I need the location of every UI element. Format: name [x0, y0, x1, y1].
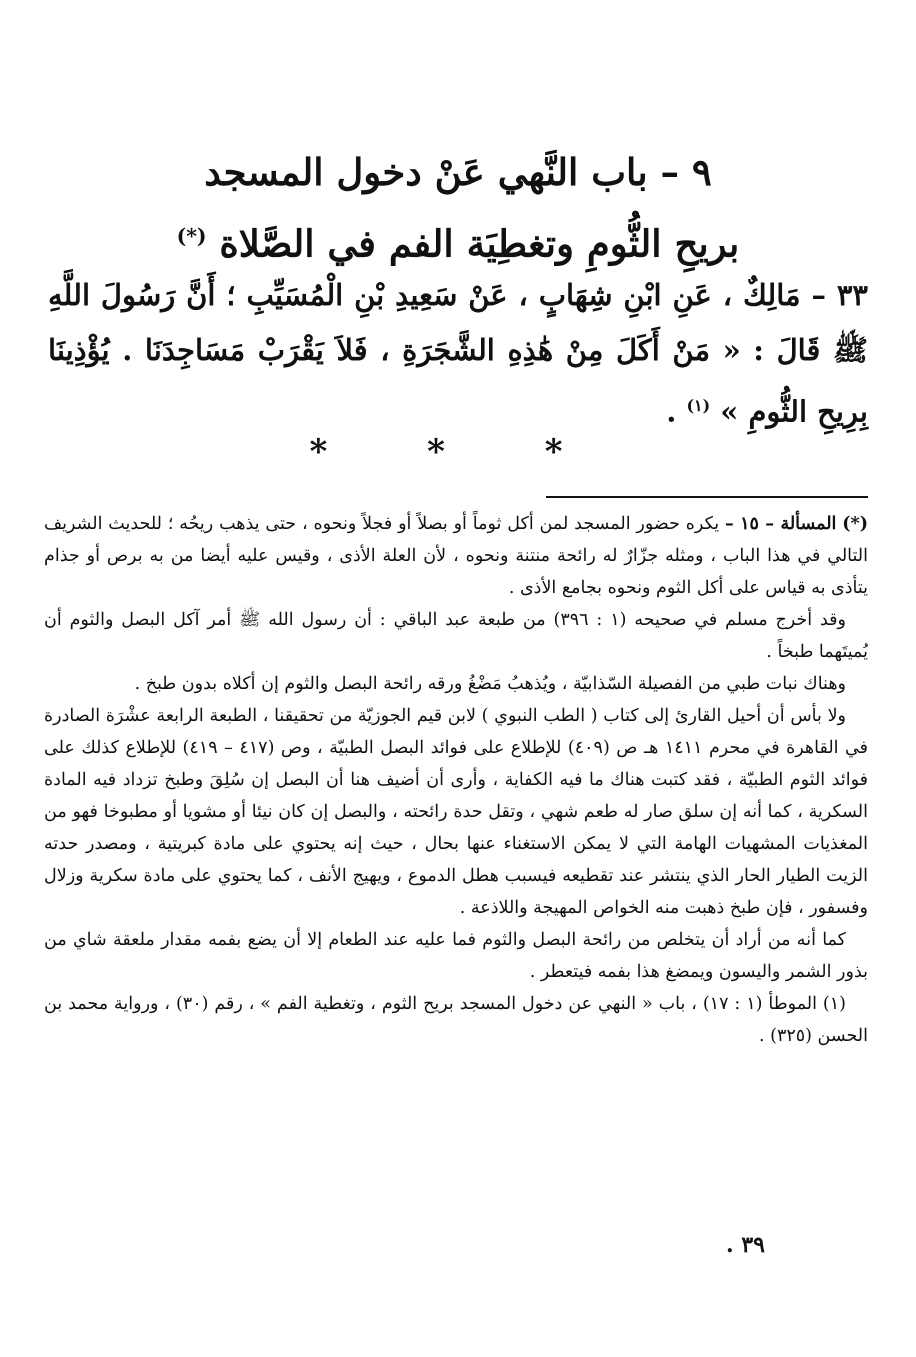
footnotes	[44, 508, 868, 1052]
chapter-title-line-2-text: بريحِ الثُّومِ وتغطِيَة الفم في الصَّلاة	[219, 221, 740, 266]
chapter-title-marker: (*)	[176, 224, 207, 248]
hadith-body: ٣٣ – مَالِكٌ ، عَنِ ابْنِ شِهَابٍ ، عَنْ سَعِيدِ بْنِ الْمُسَيِّبِ ؛ أَنَّ رَسُولَ اللَّهِ ﷺ قَالَ : « مَنْ أَكَلَ مِنْ هَٰذِهِ الشَّجَرَةِ ، فَلاَ يَقْرَبْ مَسَاجِدَنَا . يُؤْذِينَا بِرِيحِ الثُّومِ »	[48, 278, 868, 429]
note-issue-marker: (*)	[842, 514, 868, 534]
page-number: ٣٩ .	[726, 1232, 765, 1258]
note-paragraph-3: وهناك نبات طبي من الفصيلة السّذابيّة ، ويُذهبُ مَضْغُ ورقه رائحة البصل والثوم إن أكلاه بدون طبخ .	[134, 674, 846, 694]
footnote-1: (١) الموطأ (١ : ١٧) ، باب « النهي عن دخول المسجد بريح الثوم ، وتغطية الفم » ، رقم (٣٠) ، ورواية محمد بن الحسن (٣٢٥) .	[44, 994, 868, 1046]
hadith-footnote-ref: (١)	[686, 396, 711, 415]
hadith-end: .	[666, 394, 677, 429]
note-issue-label: المسألة – ١٥ –	[724, 514, 837, 534]
section-separator: * * *	[309, 432, 607, 472]
note-paragraph-2: وقد أخرج مسلم في صحيحه (١ : ٣٩٦) من طبعة عبد الباقي : أن رسول الله ﷺ أمر آكل البصل والثوم أن يُميتَهما طبخاً .	[44, 610, 868, 662]
chapter-title-line-1: ٩ – باب النَّهي عَنْ دخول المسجد	[204, 150, 712, 194]
chapter-title-line-2	[60, 204, 856, 275]
note-paragraph-4: ولا بأس أن أحيل القارئ إلى كتاب ( الطب النبوي ) لابن قيم الجوزيّة من تحقيقنا ، الطبعة الرابعة عشْرَة الصادرة في القاهرة في محرم ١٤١١ هـ ص (٤٠٩) للإطلاع على فوائد البصل الطبيّة ، وص (٤١٧ – ٤١٩) للإطلاع كذلك على فوائد الثوم الطبيّة ، فقد كتبت هناك ما فيه الكفاية ، وأرى أن أضيف هنا أن البصل إن سُلِقَ وطبخ تزداد فيه المادة السكرية ، كما أنه إن سلق صار له طعم شهي ، وتقل حدة رائحته ، والبصل إن كان نيئا أو مشويا أو مطبوخا فهو من المغذيات المشهيات الهامة التي لا يمكن الاستغناء عنها بحال ، حيث إنه يحتوي على مادة كبريتية ، ومصدر حدته الزيت الطيار الحار الذي ينتشر عند تقطيعه فيسبب هطل الدموع ، ويهيج الأنف ، كما يحتوي على مادة سكرية وزلال وفسفور ، فإن طبخ ذهبت منه الخواص المهيجة واللاذعة .	[44, 706, 868, 918]
note-paragraph-5: كما أنه من أراد أن يتخلص من رائحة البصل والثوم فما عليه عند الطعام إلا أن يضع بفمه مقدار ملعقة شاي من بذور الشمر واليسون ويمضغ هذا بفمه فيتعطر .	[44, 930, 868, 982]
note-issue-15	[44, 508, 868, 604]
chapter-title	[60, 140, 856, 275]
footnote-divider	[546, 496, 868, 498]
hadith-text	[48, 268, 868, 440]
note-paragraph-1: يكره حضور المسجد لمن أكل ثوماً أو بصلاً أو فجلاً ونحوه ، حتى يذهب ريحُه ؛ للحديث الشريف التالي في هذا الباب ، ومثله جزّارٌ له رائحة منتنة ونحوه ، لأن العلة الأذى ، وقيس عليه أيضا من به برص أو جذام يتأذى به قياس على أكل الثوم ونحوه بجامع الأذى .	[44, 514, 868, 598]
